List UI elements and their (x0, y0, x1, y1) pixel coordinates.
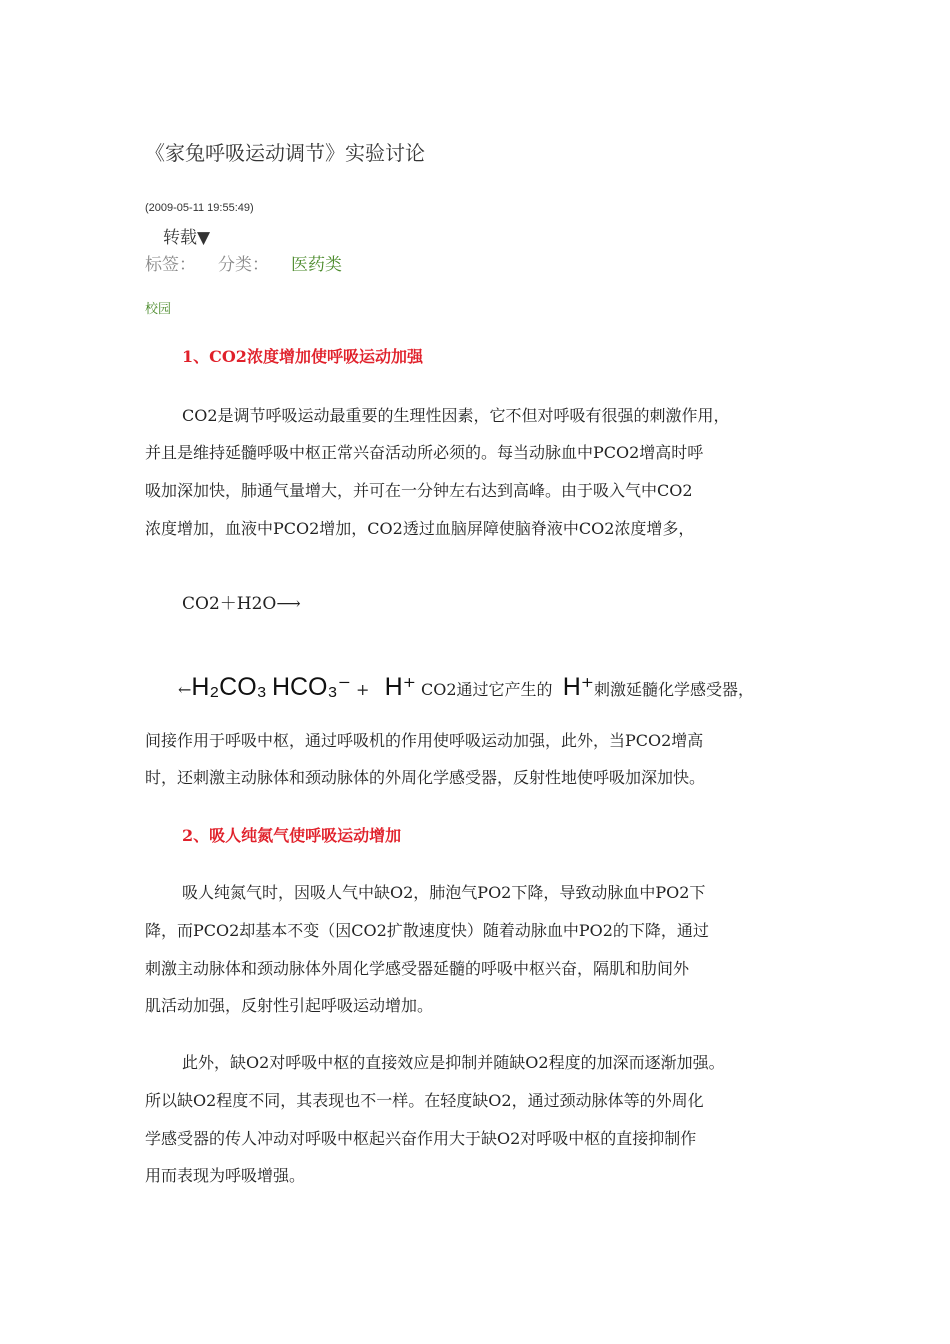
paragraph-line: 浓度增加，血液中PCO2增加，CO2透过血脑屏障使脑脊液中CO2浓度增多， (145, 519, 695, 538)
article-title: 《家兔呼吸运动调节》实验讨论 (145, 141, 425, 165)
section-heading: 2、吸人纯氮气使呼吸运动增加 (182, 826, 402, 845)
paragraph-line: 并且是维持延髓呼吸中枢正常兴奋活动所必须的。每当动脉血中PCO2增高时呼 (145, 443, 704, 462)
h-ion-formula: H⁺ (384, 673, 416, 701)
paragraph-line: 所以缺O2程度不同，其表现也不一样。在轻度缺O2，通过颈动脉体等的外周化 (145, 1091, 704, 1110)
hco3-formula: HCO₃⁻ (271, 673, 351, 701)
meta-row (145, 250, 342, 275)
h-ion-formula: H⁺ (562, 673, 594, 701)
paragraph-line: 吸加深加快，肺通气量增大，并可在一分钟左右达到高峰。由于吸入气中CO2 (145, 481, 693, 500)
chemical-equation: CO2＋H2O⟶ (182, 594, 301, 614)
tag-label: 标签： (145, 255, 196, 275)
post-date: (2009-05-11 19:55:49) (145, 202, 254, 214)
paragraph-line: CO2是调节呼吸运动最重要的生理性因素，它不但对呼吸有很强的刺激作用， (182, 406, 730, 425)
paragraph-line: 时，还刺激主动脉体和颈动脉体的外周化学感受器，反射性地使呼吸加深加快。 (145, 768, 706, 787)
paragraph-line: 此外，缺O2对呼吸中枢的直接效应是抑制并随缺O2程度的加深而逐渐加强。 (182, 1053, 725, 1072)
paragraph-line: 间接作用于呼吸中枢，通过呼吸机的作用使呼吸运动加强，此外，当PCO2增高 (145, 731, 704, 750)
paragraph-line: 学感受器的传人冲动对呼吸中枢起兴奋作用大于缺O2对呼吸中枢的直接抑制作 (145, 1129, 697, 1148)
category-link[interactable]: 医药类 (291, 255, 342, 275)
reaction-text: 刺激延髓化学感受器， (593, 680, 754, 699)
paragraph-line: 降，而PCO2却基本不变（因CO2扩散速度快）随着动脉血中PO2的下降，通过 (145, 921, 709, 940)
paragraph-line: 刺激主动脉体和颈动脉体外周化学感受器延髓的呼吸中枢兴奋，隔肌和肋间外 (145, 959, 690, 978)
reaction-line (178, 672, 754, 702)
section-heading: 1、CO2浓度增加使呼吸运动加强 (182, 347, 423, 366)
paragraph-line: 肌活动加强，反射性引起呼吸运动增加。 (145, 996, 434, 1015)
category-label: 分类： (218, 255, 269, 275)
arrow-left-icon: ← (178, 680, 192, 699)
plus-sign: + (355, 680, 370, 699)
paragraph-line: 用而表现为呼吸增强。 (145, 1166, 306, 1185)
h2co3-formula: H₂CO₃ (191, 673, 267, 701)
tag-link[interactable]: 校园 (145, 302, 172, 317)
paragraph-line: 吸人纯氮气时，因吸人气中缺O2，肺泡气PO2下降，导致动脉血中PO2下 (182, 883, 706, 902)
reaction-text: CO2通过它产生的 (421, 680, 553, 699)
repost-toggle[interactable]: 转载▼ (163, 228, 211, 248)
